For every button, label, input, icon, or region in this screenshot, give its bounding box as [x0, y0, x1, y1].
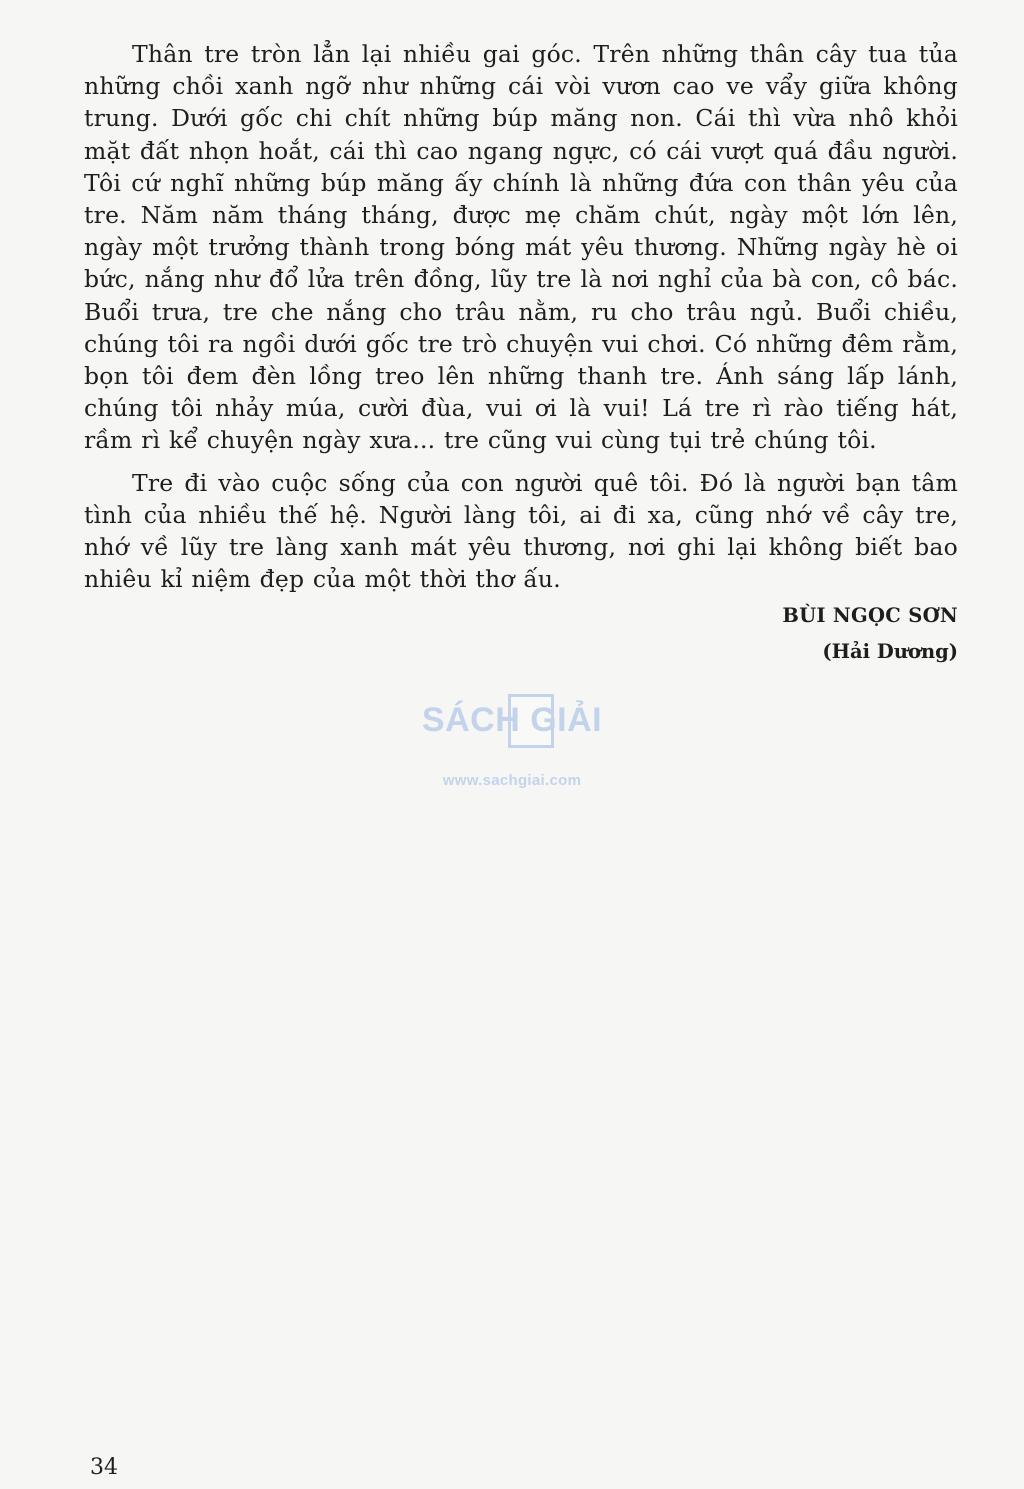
watermark	[412, 700, 612, 789]
paragraph-1: Thân tre tròn lẳn lại nhiều gai góc. Trên những thân cây tua tủa những chồi xanh ngỡ như những cái vòi vươn cao ve vẩy giữa không trung. Dưới gốc chi chít những búp măng non. Cái thì vừa nhô khỏi mặt đất nhọn hoắt, cái thì cao ngang ngực, có cái vượt quá đầu người. Tôi cứ nghĩ những búp măng ấy chính là những đứa con thân yêu của tre. Năm năm tháng tháng, được mẹ chăm chút, ngày một lớn lên, ngày một trưởng thành trong bóng mát yêu thương. Những ngày hè oi bức, nắng như đổ lửa trên đồng, lũy tre là nơi nghỉ của bà con, cô bác. Buổi trưa, tre che nắng cho trâu nằm, ru cho trâu ngủ. Buổi chiều, chúng tôi ra ngồi dưới gốc tre trò chuyện vui chơi. Có những đêm rằm, bọn tôi đem đèn lồng treo lên những thanh tre. Ánh sáng lấp lánh, chúng tôi nhảy múa, cười đùa, vui ơi là vui! Lá tre rì rào tiếng hát, rầm rì kể chuyện ngày xưa... tre cũng vui cùng tụi trẻ chúng tôi.	[84, 40, 958, 455]
author-name: BÙI NGỌC SƠN	[782, 604, 958, 627]
author-origin: (Hải Dương)	[822, 640, 958, 663]
watermark-logo	[412, 700, 612, 744]
paragraph-2: Tre đi vào cuộc sống của con người quê tôi. Đó là người bạn tâm tình của nhiều thế hệ. Người làng tôi, ai đi xa, cũng nhớ về cây tre, nhớ về lũy tre làng xanh mát yêu thương, nơi ghi lại không biết bao nhiêu kỉ niệm đẹp của một thời thơ ấu.	[84, 468, 958, 594]
watermark-logo-text: SÁCH GIẢI	[421, 701, 603, 739]
article-body	[84, 38, 958, 595]
watermark-url: www.sachgiai.com	[442, 772, 582, 789]
page-number: 34	[90, 1455, 118, 1480]
